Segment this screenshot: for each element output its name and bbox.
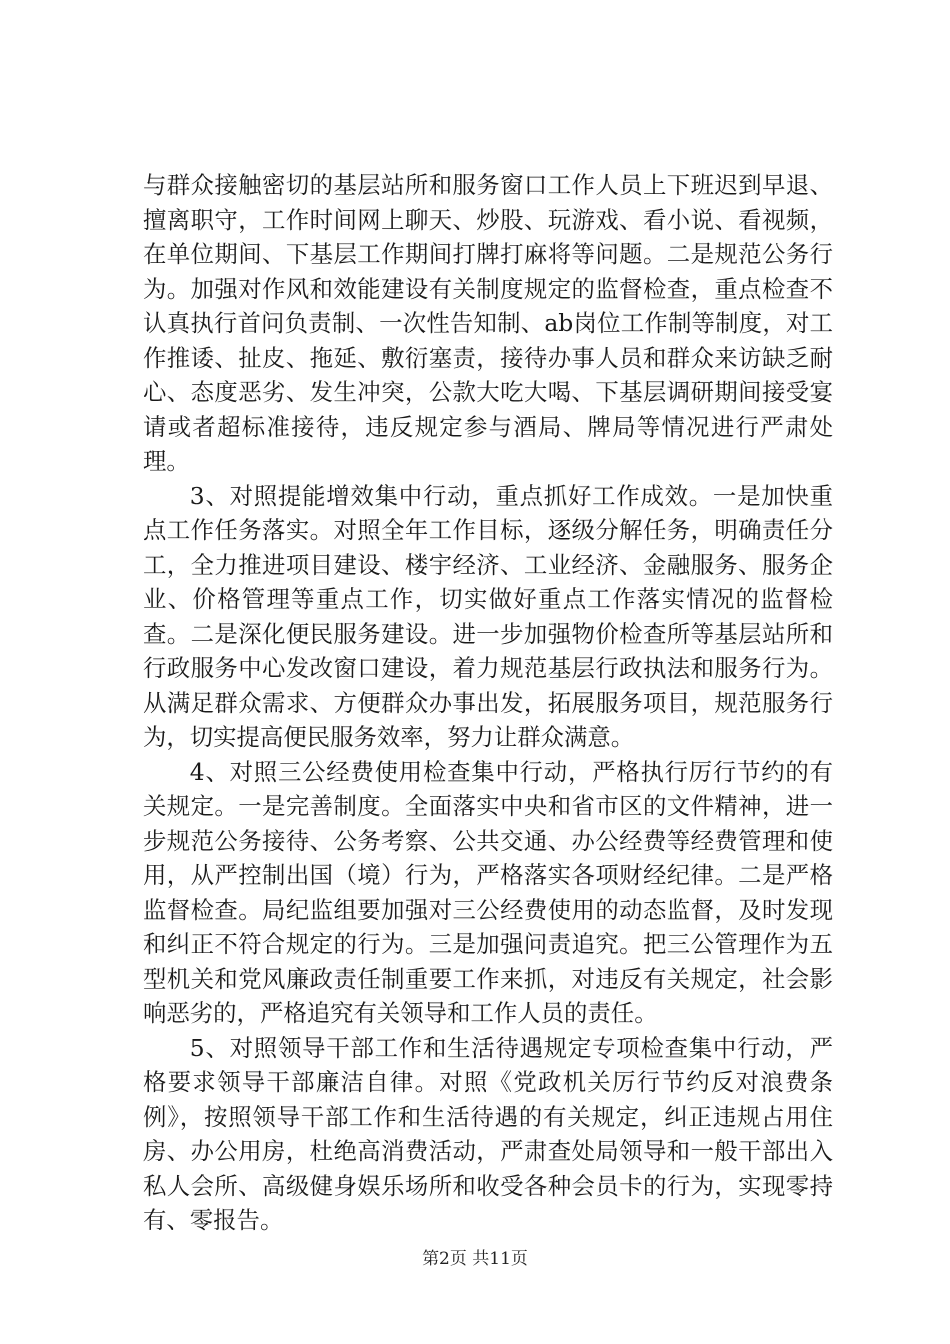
paragraph-item-5: 5、对照领导干部工作和生活待遇规定专项检查集中行动，严格要求领导干部廉洁自律。对照《党政机关厉行节约反对浪费条例》，按照领导干部工作和生活待遇的有关规定，纠正违规占用住房、办公用房，杜绝高消费活动，严肃查处局领导和一般干部出入私人会所、高级健身娱乐场所和收受各种会员卡的行为，实现零持有、零报告。 bbox=[143, 1033, 833, 1234]
paragraph-item-3: 3、对照提能增效集中行动，重点抓好工作成效。一是加快重点工作任务落实。对照全年工作目标，逐级分解任务，明确责任分工，全力推进项目建设、楼宇经济、工业经济、金融服务、服务企业、价格管理等重点工作，切实做好重点工作落实情况的监督检查。二是深化便民服务建设。进一步加强物价检查所等基层站所和行政服务中心发改窗口建设，着力规范基层行政执法和服务行为。从满足群众需求、方便群众办事出发，拓展服务项目，规范服务行为，切实提高便民服务效率，努力让群众满意。 bbox=[143, 481, 833, 751]
paragraph-continuation: 与群众接触密切的基层站所和服务窗口工作人员上下班迟到早退、擅离职守，工作时间网上聊天、炒股、玩游戏、看小说、看视频，在单位期间、下基层工作期间打牌打麻将等问题。二是规范公务行为。加强对作风和效能建设有关制度规定的监督检查，重点检查不认真执行首问负责制、一次性告知制、ab岗位工作制等制度，对工作推诿、扯皮、拖延、敷衍塞责，接待办事人员和群众来访缺乏耐心、态度恶劣、发生冲突，公款大吃大喝、下基层调研期间接受宴请或者超标准接待，违反规定参与酒局、牌局等情况进行严肃处理。 bbox=[143, 171, 833, 475]
page-number-footer: 第2页 共11页 bbox=[422, 1249, 528, 1269]
document-body bbox=[143, 168, 833, 1238]
paragraph-item-4: 4、对照三公经费使用检查集中行动，严格执行厉行节约的有关规定。一是完善制度。全面落实中央和省市区的文件精神，进一步规范公务接待、公务考察、公共交通、办公经费等经费管理和使用，从严控制出国（境）行为，严格落实各项财经纪律。二是严格监督检查。局纪监组要加强对三公经费使用的动态监督，及时发现和纠正不符合规定的行为。三是加强问责追究。把三公管理作为五型机关和党风廉政责任制重要工作来抓，对违反有关规定，社会影响恶劣的，严格追究有关领导和工作人员的责任。 bbox=[143, 757, 833, 1027]
